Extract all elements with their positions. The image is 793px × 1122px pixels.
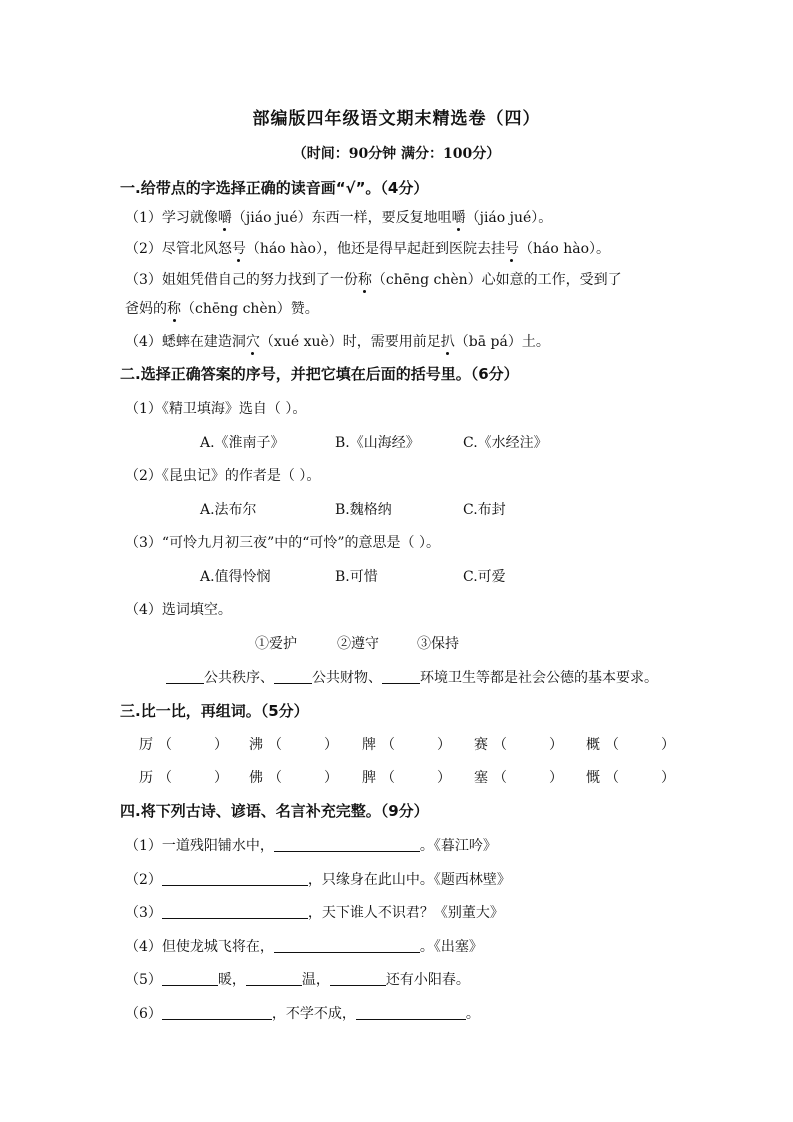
s3-char: 赛 xyxy=(474,737,488,753)
section-2-heading: 二.选择正确答案的序号，并把它填在后面的括号里。（6分） xyxy=(120,365,519,383)
s2-q4-word-1: ①爱护 xyxy=(255,636,297,652)
s3-char: 脾 xyxy=(362,770,376,786)
s3-char: 塞 xyxy=(474,770,488,786)
s3-paren: （ ） xyxy=(268,770,338,786)
s1-question-3a: （3）姐姐凭借自己的努力找到了一份称（chēng chèn）心如意的工作，受到了 xyxy=(125,269,622,289)
s1-question-4: （4）蟋蟀在建造洞穴（xué xuè）时，需要用前足扒（bā pá）土。 xyxy=(125,331,550,351)
s1-question-2: （2）尽管北风怒号（háo hào），他还是得早起赶到医院去挂号（háo hào）。 xyxy=(125,238,610,258)
s2-q3-option-c: C.可爱 xyxy=(463,569,506,585)
fill-blank[interactable] xyxy=(166,669,204,684)
s3-char: 佛 xyxy=(249,770,263,786)
s4-question-3: （3） ，天下谁人不识君？《别董大》 xyxy=(125,905,504,921)
s3-paren: （ ） xyxy=(158,770,228,786)
fill-blank[interactable] xyxy=(246,971,302,986)
s1-question-3b: 爸妈的称（chēng chèn）赞。 xyxy=(125,298,319,318)
s3-paren: （ ） xyxy=(381,770,451,786)
section-1-heading: 一.给带点的字选择正确的读音画“√”。（4分） xyxy=(120,179,429,197)
section-3-heading: 三.比一比，再组词。（5分） xyxy=(120,702,309,720)
s3-char: 厉 xyxy=(139,737,153,753)
s3-paren: （ ） xyxy=(493,770,563,786)
fill-blank[interactable] xyxy=(274,938,420,953)
fill-blank[interactable] xyxy=(162,871,308,886)
s2-q3-option-b: B.可惜 xyxy=(335,569,378,585)
fill-blank[interactable] xyxy=(274,669,312,684)
s4-question-1: （1）一道残阳铺水中， 。《暮江吟》 xyxy=(125,838,497,854)
s2-question-2: （2）《昆虫记》的作者是（ ）。 xyxy=(125,468,321,484)
fill-blank[interactable] xyxy=(330,971,386,986)
fill-blank[interactable] xyxy=(382,669,420,684)
fill-blank[interactable] xyxy=(162,971,218,986)
s3-paren: （ ） xyxy=(268,737,338,753)
s2-question-1: （1）《精卫填海》选自（ ）。 xyxy=(125,401,307,417)
fill-blank[interactable] xyxy=(162,1005,272,1020)
fill-blank[interactable] xyxy=(356,1005,466,1020)
fill-blank[interactable] xyxy=(162,904,308,919)
s2-q3-option-a: A.值得怜悯 xyxy=(200,569,271,585)
s3-paren: （ ） xyxy=(158,737,228,753)
s3-char: 沸 xyxy=(249,737,263,753)
s2-question-3: （3）“可怜九月初三夜”中的“可怜”的意思是（ ）。 xyxy=(125,535,440,551)
s2-q1-option-c: C.《水经注》 xyxy=(463,435,548,451)
fill-blank[interactable] xyxy=(274,837,420,852)
s2-q2-option-c: C.布封 xyxy=(463,502,506,518)
s4-question-4: （4）但使龙城飞将在， 。《出塞》 xyxy=(125,939,483,955)
s4-question-2: （2） ，只缘身在此山中。《题西林壁》 xyxy=(125,872,511,888)
s2-q2-option-b: B.魏格纳 xyxy=(335,502,392,518)
s4-question-5: （5） 暖， 温， 还有小阳春。 xyxy=(125,972,470,988)
s3-char: 牌 xyxy=(362,737,376,753)
s1-question-1: （1）学习就像嚼（jiáo jué）东西一样，要反复地咀嚼（jiáo jué）。 xyxy=(125,207,552,227)
s3-paren: （ ） xyxy=(605,770,675,786)
s3-char: 概 xyxy=(586,737,600,753)
s2-q4-word-3: ③保持 xyxy=(417,636,459,652)
s2-q2-option-a: A.法布尔 xyxy=(200,502,257,518)
s3-paren: （ ） xyxy=(493,737,563,753)
s2-q1-option-b: B.《山海经》 xyxy=(335,435,420,451)
page-title: 部编版四年级语文期末精选卷（四） xyxy=(252,109,541,129)
s2-q1-option-a: A.《淮南子》 xyxy=(200,435,285,451)
s3-paren: （ ） xyxy=(605,737,675,753)
s2-question-4: （4）选词填空。 xyxy=(125,602,232,618)
s3-char: 慨 xyxy=(586,770,600,786)
page-subtitle: （时间：90分钟 满分：100分） xyxy=(292,146,501,162)
s3-char: 历 xyxy=(139,770,153,786)
section-4-heading: 四.将下列古诗、谚语、名言补充完整。（9分） xyxy=(120,802,429,820)
s2-q4-word-2: ②遵守 xyxy=(337,636,379,652)
s3-paren: （ ） xyxy=(381,737,451,753)
s2-q4-sentence: 公共秩序、 公共财物、 环境卫生等都是社会公德的基本要求。 xyxy=(166,667,658,687)
s4-question-6: （6） ，不学不成， 。 xyxy=(125,1006,480,1022)
